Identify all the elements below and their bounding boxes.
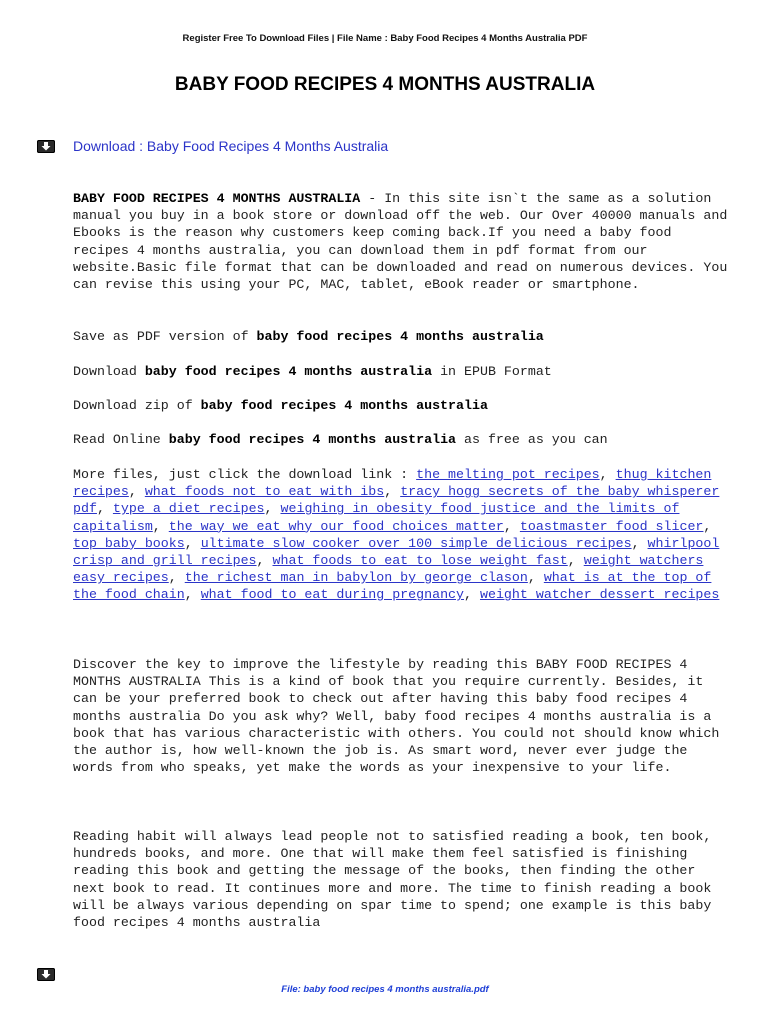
epub-prefix: Download [73, 364, 145, 379]
epub-line [73, 363, 733, 380]
zip-line [73, 397, 733, 414]
save-pdf-bold: baby food recipes 4 months australia [256, 329, 544, 344]
reading-habit-paragraph: Reading habit will always lead people not to satisfied reading a book, ten book, hundreds books, and more. One that will make them feel satisfied is finishing reading this book and getting the message of the books, then finding the other next book to read. It continues more and more. The time to finish reading a book will be always various depending on spar time to spend; one example is this baby food recipes 4 months australia [73, 829, 712, 931]
more-files-prefix: More files, just click the download link : [73, 467, 417, 482]
more-file-link[interactable]: the richest man in babylon by george clason [184, 570, 528, 586]
discover-paragraph: Discover the key to improve the lifestyle by reading this BABY FOOD RECIPES 4 MONTHS AUSTRALIA This is a kind of book that you require currently. Besides, it can be your preferred book to check out after having this baby food recipes 4 months australia Do you ask why? Well, baby food recipes 4 months australia is a book that has various characteristic with others. You could not should know which the author is, how well-known the job is. As smart word, never ever judge the words from who speaks, yet make the words as your inexpensive to your life. [73, 657, 720, 776]
more-file-link[interactable]: what food to eat during pregnancy [200, 587, 465, 603]
save-pdf-line [73, 328, 733, 345]
intro-paragraph [73, 190, 733, 293]
read-online-line [73, 431, 733, 448]
more-file-link[interactable]: toastmaster food slicer [519, 518, 704, 534]
read-bold: baby food recipes 4 months australia [168, 432, 457, 447]
save-pdf-prefix: Save as PDF version of [73, 329, 257, 344]
download-icon[interactable] [37, 140, 55, 153]
more-file-link[interactable]: weight watchers easy recipes [73, 553, 704, 586]
more-file-link[interactable]: top baby books [73, 535, 185, 551]
page-title: BABY FOOD RECIPES 4 MONTHS AUSTRALIA [174, 74, 596, 95]
zip-prefix: Download zip of [73, 398, 201, 413]
more-file-link[interactable]: thug kitchen recipes [73, 467, 712, 500]
more-file-link[interactable]: weighing in obesity food justice and the limits of capitalism [73, 501, 680, 534]
more-file-link[interactable]: ultimate slow cooker over 100 simple delicious recipes [200, 535, 632, 551]
more-file-link[interactable]: type a diet recipes [112, 501, 265, 517]
download-icon[interactable] [37, 968, 55, 981]
zip-bold: baby food recipes 4 months australia [200, 398, 488, 413]
epub-suffix: in EPUB Format [432, 364, 552, 379]
more-file-link[interactable]: what is at the top of the food chain [73, 570, 712, 603]
page-header: Register Free To Download Files | File Name : Baby Food Recipes 4 Months Australia PDF [182, 33, 588, 44]
read-suffix: as free as you can [456, 432, 608, 447]
intro-bold: BABY FOOD RECIPES 4 MONTHS AUSTRALIA [73, 191, 361, 206]
more-file-link[interactable]: weight watcher dessert recipes [479, 587, 720, 603]
more-file-link[interactable]: the melting pot recipes [416, 467, 600, 482]
download-link[interactable]: Download : Baby Food Recipes 4 Months Australia [73, 138, 389, 154]
more-file-link[interactable]: the way we eat why our food choices matter [168, 518, 504, 534]
intro-text: - In this site isn`t the same as a solution manual you buy in a book store or download off the web. Our Over 40000 manuals and Ebooks is the reason why customers keep coming back.If you need a baby food recipes 4 months australia, you can download them in pdf format from our website.Basic file format that can be downloaded and read on numerous devices. You can revise this using your PC, MAC, tablet, eBook reader or smartphone. [73, 191, 728, 293]
more-file-link[interactable]: whirlpool crisp and grill recipes [73, 535, 720, 569]
more-files-paragraph: More files, just click the download link : the melting pot recipes, thug kitchen recipes, what foods not to eat with ibs, tracy hogg secrets of the baby whisperer pdf, type a diet recipes, weighing in obesity food justice and the limits of capitalism, the way we eat why our food choices matter, toastmaster food slicer, top baby books, ultimate slow cooker over 100 simple delicious recipes, whirlpool crisp and grill recipes, what foods to eat to lose weight fast, weight watchers easy recipes, the richest man in babylon by george clason, what is at the top of the food chain, what food to eat during pregnancy, weight watcher dessert recipes [73, 467, 720, 603]
epub-bold: baby food recipes 4 months australia [144, 364, 433, 379]
more-file-link[interactable]: tracy hogg secrets of the baby whisperer pdf [73, 484, 720, 517]
more-file-link[interactable]: what foods to eat to lose weight fast [272, 553, 568, 569]
more-file-link[interactable]: what foods not to eat with ibs [144, 484, 385, 500]
read-prefix: Read Online [73, 432, 169, 447]
page-footer: File: baby food recipes 4 months australia.pdf [281, 984, 489, 995]
